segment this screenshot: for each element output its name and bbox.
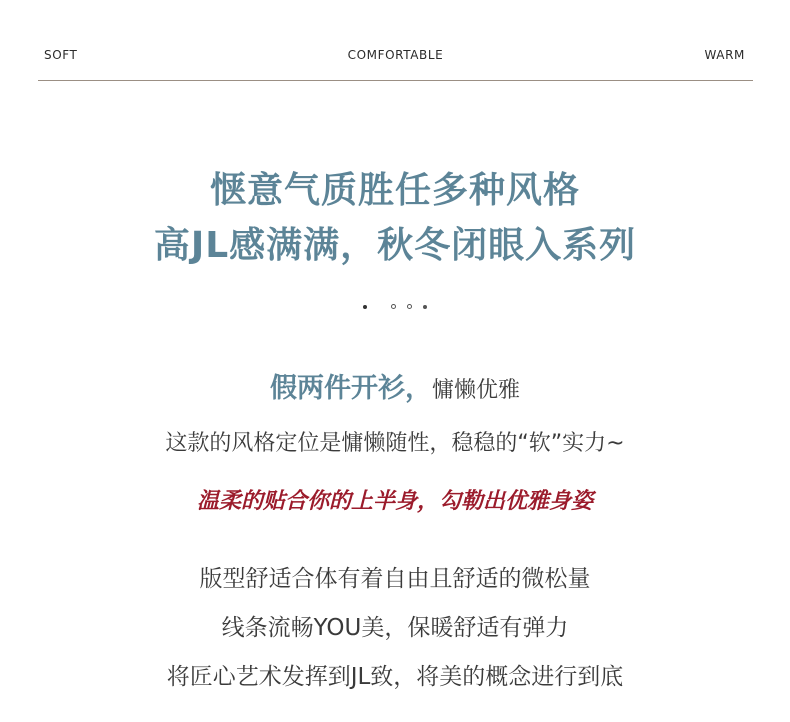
dot-icon — [407, 304, 412, 309]
body-line-3: 线条流畅YOU美，保暖舒适有弹力 — [221, 615, 569, 641]
tag-soft: SOFT — [44, 48, 78, 62]
body-line-2: 版型舒适合体有着自由且舒适的微松量 — [199, 566, 591, 592]
subheading-strong: 假两件开衫， — [269, 373, 432, 404]
body-line-1: 这款的风格定位是慵懒随性，稳稳的“软”实力~ — [165, 431, 625, 456]
headline-line-2: 高JL感满满，秋冬闭眼入系列 — [153, 225, 637, 266]
tagline-bar — [38, 44, 753, 81]
subheading-light: 慵懒优雅 — [431, 378, 520, 403]
dot-icon — [363, 305, 367, 309]
dot-icon — [391, 304, 396, 309]
tag-comfortable: COMFORTABLE — [347, 48, 444, 62]
dot-icon — [423, 305, 427, 309]
headline-line-1: 惬意气质胜任多种风格 — [209, 170, 580, 211]
body-line-4: 将匠心艺术发挥到JL致，将美的概念进行到底 — [166, 664, 624, 690]
decorative-dots — [0, 296, 790, 306]
highlight-line: 温柔的贴合你的上半身，勾勒出优雅身姿 — [196, 489, 593, 514]
tag-warm: WARM — [704, 48, 745, 62]
subheading — [0, 366, 790, 405]
